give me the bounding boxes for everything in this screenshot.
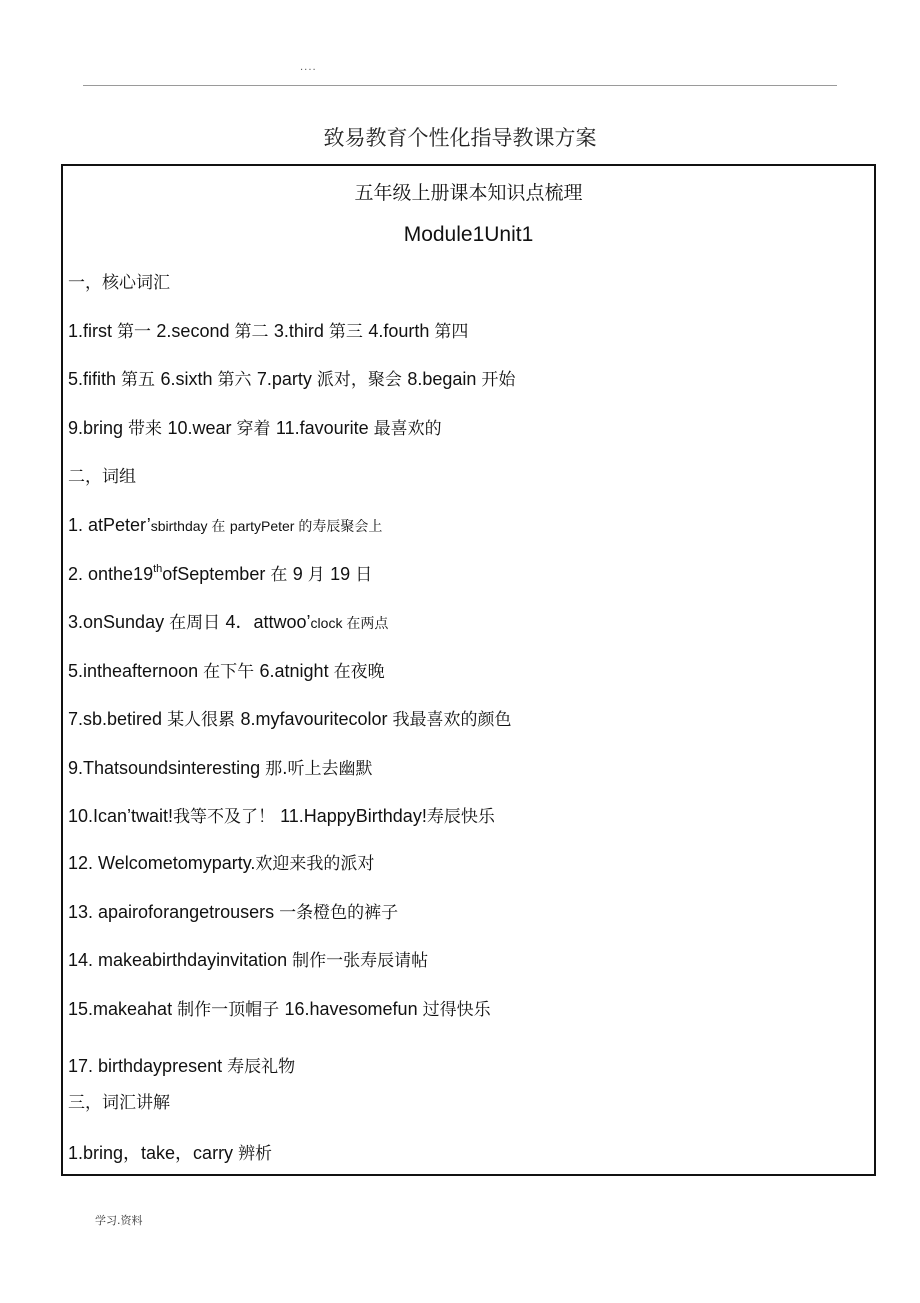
phrase-meaning: 的寿辰聚会上 <box>298 519 383 535</box>
phrase-text: clock <box>310 615 347 631</box>
vocab-meaning: 第二 <box>234 322 274 342</box>
vocab-meaning: 最喜欢的 <box>373 419 442 439</box>
phrase-meaning: 欢迎来我的派对 <box>255 854 375 874</box>
content-box <box>61 164 876 1176</box>
phrase-meaning: 一条橙色的裤子 <box>279 903 399 923</box>
phrase-text: 5.intheafternoon <box>68 661 204 681</box>
vocab-line-1 <box>68 319 468 344</box>
phrase-text: 3.onSunday <box>68 612 170 632</box>
ordinal-superscript: th <box>153 563 163 575</box>
phrase-text: 7.sb.betired <box>68 709 168 729</box>
phrase-text: 11.HappyBirthday! <box>275 806 427 826</box>
phrase-meaning: 在两点 <box>346 616 389 632</box>
phrase-line-10 <box>68 948 428 973</box>
phrase-meaning: 寿辰快乐 <box>426 807 495 827</box>
vocab-line-3 <box>68 416 442 441</box>
phrase-line-5 <box>68 707 512 732</box>
phrase-meaning: 制作一顶帽子 <box>177 1000 285 1020</box>
vocab-word: 1.first <box>68 321 118 341</box>
explain-text: 1.bring，take，carry <box>68 1143 239 1163</box>
phrase-meaning: 某人很累 <box>167 710 241 730</box>
phrase-text: ofSeptember <box>162 564 271 584</box>
phrase-line-6 <box>68 756 373 781</box>
phrase-text: 14. makeabirthdayinvitation <box>68 950 293 970</box>
vocab-meaning: 带来 <box>128 419 168 439</box>
vocab-word: 5.fifith <box>68 369 122 389</box>
vocab-word: 2.second <box>156 321 235 341</box>
phrase-text: 15.makeahat <box>68 999 178 1019</box>
phrase-line-7 <box>68 804 495 829</box>
phrase-meaning: 我最喜欢的颜色 <box>392 710 512 730</box>
phrase-text: 4．attwoo’ <box>225 612 311 632</box>
section-heading-core-vocab: 一，核心词汇 <box>68 273 170 293</box>
section-heading-phrases: 二，词组 <box>68 467 136 487</box>
phrase-meaning: 日 <box>355 565 373 585</box>
box-title: 五年级上册课本知识点梳理 <box>354 182 583 204</box>
module-title: Module1Unit1 <box>403 223 534 246</box>
vocab-word: 6.sixth <box>160 369 218 389</box>
vocab-meaning: 第三 <box>328 322 369 342</box>
phrase-text: 2. onthe19 <box>68 564 154 584</box>
phrase-line-11 <box>68 997 491 1022</box>
phrase-line-1 <box>68 513 382 539</box>
vocab-word: 7.party <box>256 369 317 389</box>
phrase-text: 9.Thatsoundsinteresting <box>68 758 266 778</box>
header-rule <box>83 85 837 86</box>
explain-meaning: 辨析 <box>238 1144 273 1164</box>
phrase-meaning: 那.听上去幽默 <box>265 759 373 779</box>
phrase-meaning: 我等不及了！ <box>173 807 276 827</box>
vocab-meaning: 第一 <box>117 322 157 342</box>
phrase-meaning: 在 <box>211 519 230 535</box>
phrase-line-8 <box>68 851 374 876</box>
vocab-meaning: 穿着 <box>236 419 276 439</box>
vocab-word: 8.begain <box>407 369 482 389</box>
phrase-meaning: 制作一张寿辰请帖 <box>292 951 429 971</box>
phrase-text: 1. atPeter’ <box>68 515 151 535</box>
phrase-meaning: 月 <box>307 565 331 585</box>
vocab-meaning: 第四 <box>434 322 469 342</box>
phrase-line-3 <box>68 610 388 636</box>
phrase-line-2 <box>68 562 372 587</box>
section-heading-vocab-explanation: 三，词汇讲解 <box>68 1093 170 1113</box>
vocab-line-2 <box>68 367 515 392</box>
phrase-meaning: 在下午 <box>203 662 260 682</box>
phrase-meaning: 在周日 <box>169 613 226 633</box>
explain-line-1 <box>68 1141 272 1166</box>
phrase-text: 13. apairoforangetrousers <box>68 902 280 922</box>
header-dots: .... <box>300 62 317 73</box>
phrase-text: 9 <box>292 564 308 584</box>
phrase-meaning: 过得快乐 <box>422 1000 491 1020</box>
phrase-text: 17. birthdaypresent <box>68 1056 228 1076</box>
phrase-line-4 <box>68 659 385 684</box>
vocab-meaning: 第五 <box>121 370 161 390</box>
vocab-word: 3.third <box>273 321 329 341</box>
vocab-meaning: 第六 <box>217 370 257 390</box>
phrase-text: 6.atnight <box>259 661 334 681</box>
phrase-text: 19 <box>330 564 356 584</box>
phrase-meaning: 寿辰礼物 <box>227 1057 296 1077</box>
phrase-text: sbirthday <box>150 518 212 534</box>
document-title: 致易教育个性化指导教课方案 <box>323 126 597 150</box>
phrase-text: 12. Welcometomyparty. <box>68 853 256 873</box>
phrase-text: partyPeter <box>229 518 299 534</box>
phrase-meaning: 在夜晚 <box>333 662 385 682</box>
phrase-meaning: 在 <box>270 565 293 585</box>
vocab-meaning: 派对，聚会 <box>316 370 408 390</box>
phrase-text: 8.myfavouritecolor <box>240 709 393 729</box>
vocab-word: 4.fourth <box>368 321 435 341</box>
vocab-word: 10.wear <box>167 418 237 438</box>
phrase-text: 10.Ican’twait! <box>68 806 174 826</box>
phrase-line-9 <box>68 900 398 925</box>
phrase-line-12 <box>68 1054 295 1079</box>
vocab-meaning: 开始 <box>481 370 516 390</box>
vocab-word: 9.bring <box>68 418 129 438</box>
phrase-text: 16.havesomefun <box>284 999 423 1019</box>
vocab-word: 11.favourite <box>275 418 374 438</box>
footer-text: 学习.资料 <box>95 1214 143 1227</box>
